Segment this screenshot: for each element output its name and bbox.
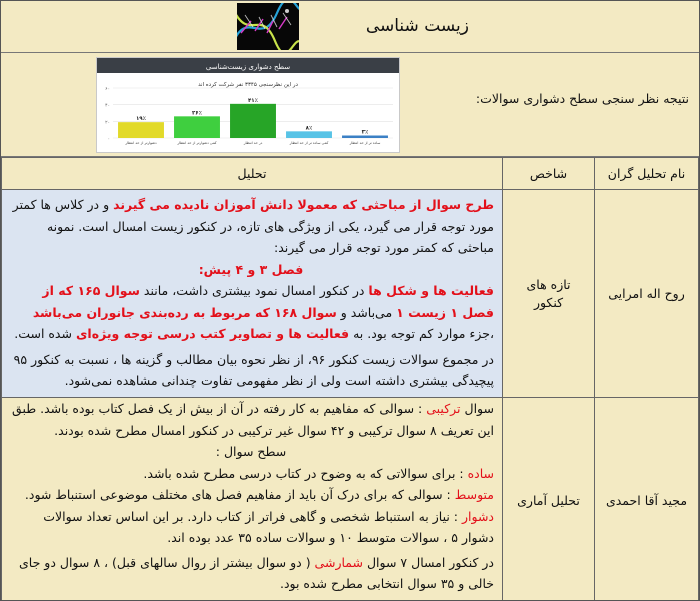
highlight-text: سوال ۱۶۵ که از فصل ۱ زیست ۱	[42, 283, 494, 320]
indicator-cell	[503, 190, 595, 398]
highlight-text: طرح سوال از مباحثی که معمولا دانش آموزان نادیده می گیرند	[113, 197, 494, 212]
table-header-row	[2, 158, 699, 190]
analysis-text	[2, 190, 502, 392]
chart-data-label: ۸٪	[305, 125, 313, 132]
chart-category-label: کمی ساده تر از حد انتظار	[289, 141, 329, 145]
analyst-name-cell	[595, 190, 699, 398]
highlight-text: سوال ۱۶۸ که مربوط به رده‌بندی جانوران می‌باشد	[32, 304, 337, 320]
chart-bar	[230, 104, 276, 138]
chart-y-axis	[105, 87, 110, 142]
chart-y-tick-label: ۴۰	[105, 103, 110, 109]
chart-category-label: در حد انتظار	[243, 141, 263, 145]
plain-text: : سوالی که مفاهیم به کار رفته در آن از بیش از یک فصل کتاب بوده باشد. طبق این تعریف ۸ سوال ترکیبی و ۴۲ سوال غیر ترکیبی در کنکور امسال مطرح شده بودند.	[12, 401, 494, 438]
header	[1, 1, 699, 53]
plain-text: سوال	[460, 401, 494, 416]
analysis-cell	[2, 190, 503, 398]
chart-bar	[118, 122, 164, 138]
chart-caption: نتیجه نظر سنجی سطح دشواری سوالات:	[475, 91, 689, 106]
plain-text: : نیاز به استنباط شخصی و گاهی فراتر از کتاب دارد. بر این اساس تعداد سوالات دشوار ۵ ، سوالات متوسط ۱۰ و سوالات ساده ۳۵ عدد بوده اند.	[43, 508, 494, 545]
plain-text: در کنکور امسال ۷ سوال	[362, 554, 494, 570]
indicator-line-2: کنکور	[533, 294, 564, 310]
header-analysis: تحلیل	[2, 158, 503, 190]
chart-data-label: ۴۱٪	[247, 97, 259, 104]
highlight-text: شمارشی	[314, 554, 363, 570]
chart-x-axis	[124, 141, 380, 145]
chart-data-label: ۳٪	[361, 129, 369, 136]
chart-category-label: ساده تر از حد انتظار	[349, 141, 381, 145]
highlight-text: فعالیت ها و تصاویر کتب درسی توجه ویژه‌ای	[75, 326, 350, 341]
analysis-paragraph-4	[8, 506, 494, 549]
plain-text: ،جزء موارد کم توجه بود. به	[349, 326, 494, 341]
analysis-text	[2, 398, 502, 601]
chart-bars	[118, 104, 388, 138]
analysis-paragraph-1	[8, 398, 494, 441]
chart-category-label: دشوارتر از حد انتظار	[125, 141, 157, 145]
analysis-paragraph-2	[8, 463, 494, 485]
chart-data-label: ۲۶٪	[191, 110, 203, 117]
chart-bar	[174, 116, 220, 138]
indicator-label: تحلیل آماری	[517, 492, 580, 508]
highlight-text: دشوار	[461, 508, 494, 524]
analysis-subheading	[8, 259, 494, 281]
analysis-paragraph-2	[8, 280, 494, 345]
highlight-text: ساده	[467, 465, 494, 481]
chart-y-tick-label: ۶۰	[105, 87, 110, 92]
chart-subtitle: در این نظرسنجی ۳۳۴۵ نفر شرکت کرده اند	[198, 82, 298, 88]
chart-svg	[97, 58, 399, 152]
indicator-cell	[503, 398, 595, 601]
header-analysts: نام تحلیل گران	[595, 158, 699, 190]
analyst-name-cell	[595, 398, 699, 601]
plain-text: و در کلاس ها کمتر مورد توجه قرار می گیرد، یکی از ویژگی های تازه، در کنکور زیست امسال است. نمونه مباحثی که کمتر مورد توجه قرار می گیرند:	[12, 197, 494, 255]
highlight-text: ترکیبی	[426, 401, 461, 416]
plain-text: ( دو سوال بیشتر از روال سالهای قبل) ، ۸ سوال دو جای خالی و ۳۵ سوال انتخابی مطرح شده بود.	[19, 554, 494, 591]
table-row	[2, 398, 699, 601]
plain-text: : برای سوالاتی که به وضوح در کتاب درسی مطرح شده باشد.	[143, 465, 468, 481]
analyst-name: مجید آقا احمدی	[605, 492, 688, 508]
analysis-paragraph-3: در مجموع سوالات زیست کنکور ۹۶، از نظر نحوه بیان مطالب و گزینه ها ، نسبت به کنکور ۹۵ پیچیدگی بیشتری داشته است ولی از نظر مفهومی تفاوت چندانی مشاهده نمی‌شود.	[13, 351, 494, 388]
highlight-text: فصل ۳ و ۴ پیش:	[198, 261, 304, 277]
highlight-text: فعالیت ها و شکل ها	[368, 283, 494, 298]
chart-bar	[286, 131, 332, 138]
chart-y-tick-label: ۲۰	[105, 120, 110, 126]
indicator-line-1: تازه های	[526, 276, 571, 292]
plain-text: : سوالی که برای درک آن باید از مفاهیم فصل های مختلف موضوعی استنباط شود.	[24, 487, 455, 502]
difficulty-chart	[96, 57, 400, 153]
analysis-paragraph-5	[8, 552, 494, 595]
analysis-paragraph-3	[8, 484, 494, 506]
chart-category-label: کمی دشوارتر از حد انتظار	[177, 141, 217, 145]
plain-text: می‌باشد و	[336, 304, 397, 320]
chart-bar	[342, 136, 388, 139]
header-indicator: شاخص	[503, 158, 595, 190]
analyst-name: روح اله امرایی	[608, 285, 685, 301]
analysis-table	[1, 157, 699, 601]
chart-data-label: ۱۹٪	[135, 116, 147, 123]
chart-y-tick-label: ۰	[107, 137, 110, 142]
chart-title: سطح دشواری زیست‌شناسی	[205, 63, 291, 71]
analysis-paragraph-1	[8, 194, 494, 259]
table-row	[2, 190, 699, 398]
plain-text: در کنکور امسال نمود بیشتری داشت، مانند	[139, 283, 369, 298]
analysis-subheading: سطح سوال :	[215, 444, 287, 459]
page-title: زیست شناسی	[365, 16, 469, 36]
highlight-text: متوسط	[454, 487, 494, 502]
chart-band	[1, 53, 699, 157]
analysis-cell	[2, 398, 503, 601]
dna-image	[237, 3, 299, 50]
plain-text: شده است.	[14, 326, 76, 341]
